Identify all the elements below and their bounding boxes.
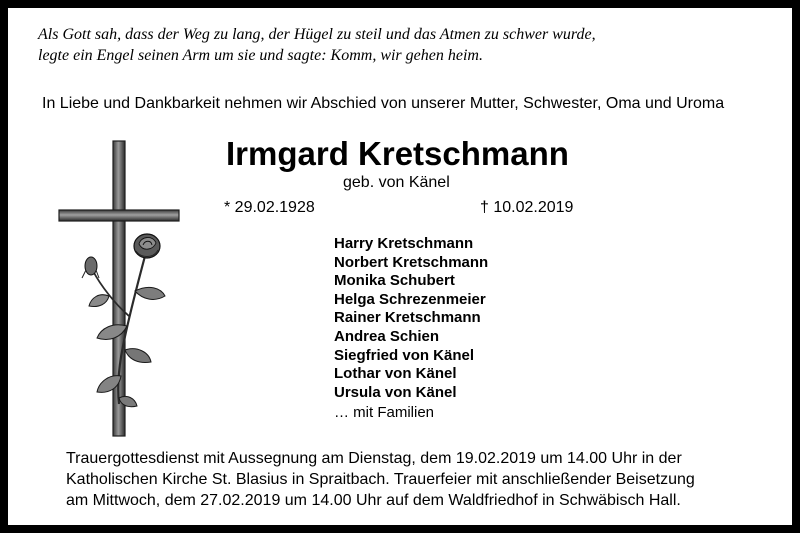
- poem: [38, 24, 778, 66]
- intro-text: In Liebe und Dankbarkeit nehmen wir Abschied von unserer Mutter, Schwester, Oma und Uroma: [42, 95, 725, 112]
- service-line: Trauergottesdienst mit Aussegnung am Dienstag, dem 19.02.2019 um 14.00 Uhr in der: [66, 450, 682, 467]
- deceased-name: Irmgard Kretschmann: [226, 135, 569, 172]
- mourners-list: [334, 235, 488, 402]
- mourner-name: Norbert Kretschmann: [334, 253, 489, 271]
- death-date: † 10.02.2019: [480, 199, 574, 216]
- mourner-name: Siegfried von Känel: [334, 346, 475, 364]
- mourner-name: Ursula von Känel: [334, 383, 457, 401]
- mourner-name: Lothar von Känel: [334, 365, 457, 383]
- mourner-name: Harry Kretschmann: [334, 235, 474, 252]
- service-details: [66, 448, 786, 511]
- birth-date: * 29.02.1928: [224, 199, 315, 216]
- families-note: … mit Familien: [334, 404, 435, 421]
- mourner-name: Monika Schubert: [334, 272, 455, 290]
- poem-line: Als Gott sah, dass der Weg zu lang, der Hügel zu steil und das Atmen zu schwer wurde,: [38, 26, 596, 43]
- mourner-name: Helga Schrezenmeier: [334, 290, 486, 308]
- service-line: Katholischen Kirche St. Blasius in Spraitbach. Trauerfeier mit anschließender Beisetzung: [66, 471, 695, 488]
- mourner-name: Andrea Schien: [334, 327, 440, 345]
- cross-with-rose-icon: [53, 136, 183, 441]
- service-line: am Mittwoch, dem 27.02.2019 um 14.00 Uhr auf dem Waldfriedhof in Schwäbisch Hall.: [66, 492, 681, 509]
- poem-line: legte ein Engel seinen Arm um sie und sagte: Komm, wir gehen heim.: [38, 47, 483, 64]
- mourner-name: Rainer Kretschmann: [334, 309, 481, 327]
- maiden-name: geb. von Känel: [343, 174, 450, 191]
